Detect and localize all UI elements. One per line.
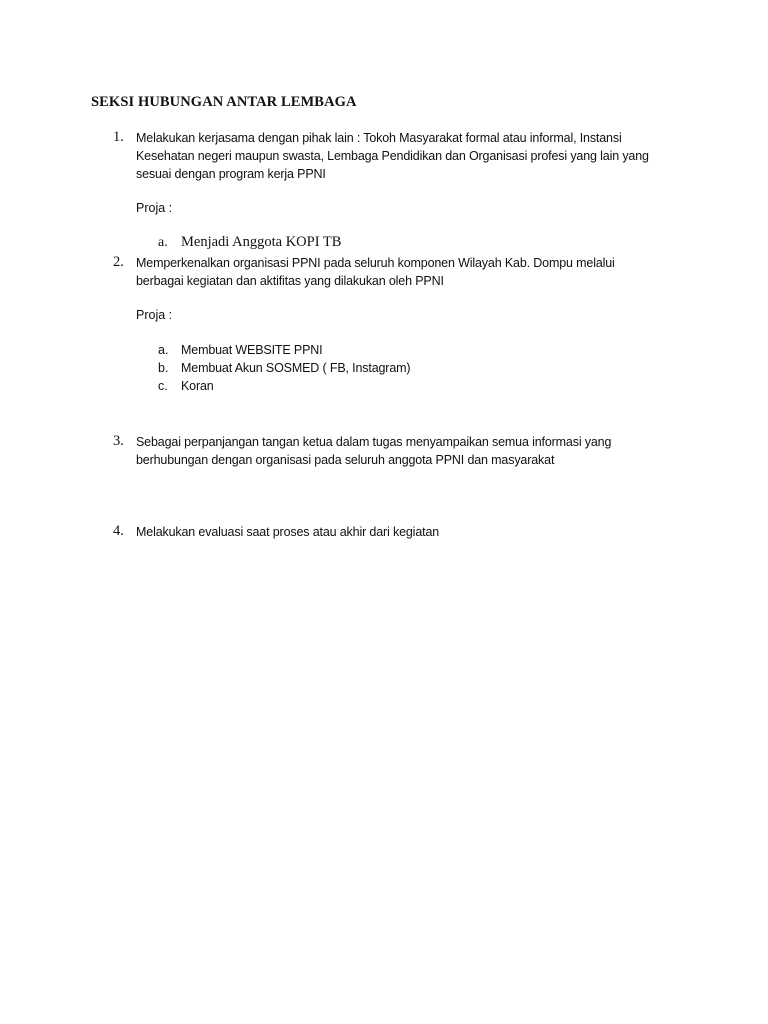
sub-list-text: Membuat Akun SOSMED ( FB, Instagram): [181, 361, 411, 375]
text-line: berhubungan dengan organisasi pada seluruh anggota PPNI dan masyarakat: [136, 453, 555, 467]
list-item-text: [136, 254, 696, 290]
list-number: 3.: [113, 433, 124, 449]
proja-label: Proja :: [136, 201, 173, 215]
list-number: 1.: [113, 129, 124, 145]
proja-label: Proja :: [136, 308, 173, 322]
list-item-text: [136, 433, 696, 469]
text-line: sesuai dengan program kerja PPNI: [136, 167, 326, 181]
sub-list-text: Membuat WEBSITE PPNI: [181, 343, 323, 357]
section-heading: SEKSI HUBUNGAN ANTAR LEMBAGA: [91, 94, 357, 110]
list-item-text: [136, 523, 696, 541]
list-item-text: [136, 129, 696, 183]
text-line: Memperkenalkan organisasi PPNI pada seluruh komponen Wilayah Kab. Dompu melalui: [136, 256, 615, 270]
list-number: 4.: [113, 523, 124, 539]
sub-list-marker: a.: [158, 343, 169, 357]
text-line: berbagai kegiatan dan aktifitas yang dilakukan oleh PPNI: [136, 274, 444, 288]
text-line: Melakukan kerjasama dengan pihak lain : Tokoh Masyarakat formal atau informal, Instansi: [136, 131, 622, 145]
sub-list-marker: a.: [158, 235, 168, 250]
text-line: Melakukan evaluasi saat proses atau akhir dari kegiatan: [136, 525, 440, 539]
text-line: Kesehatan negeri maupun swasta, Lembaga Pendidikan dan Organisasi profesi yang lain yang: [136, 149, 649, 163]
sub-list-marker: c.: [158, 379, 168, 393]
text-line: Sebagai perpanjangan tangan ketua dalam tugas menyampaikan semua informasi yang: [136, 435, 612, 449]
sub-list-marker: b.: [158, 361, 169, 375]
list-number: 2.: [113, 254, 124, 270]
sub-list-text: Menjadi Anggota KOPI TB: [181, 234, 342, 250]
sub-list-text: Koran: [181, 379, 214, 393]
